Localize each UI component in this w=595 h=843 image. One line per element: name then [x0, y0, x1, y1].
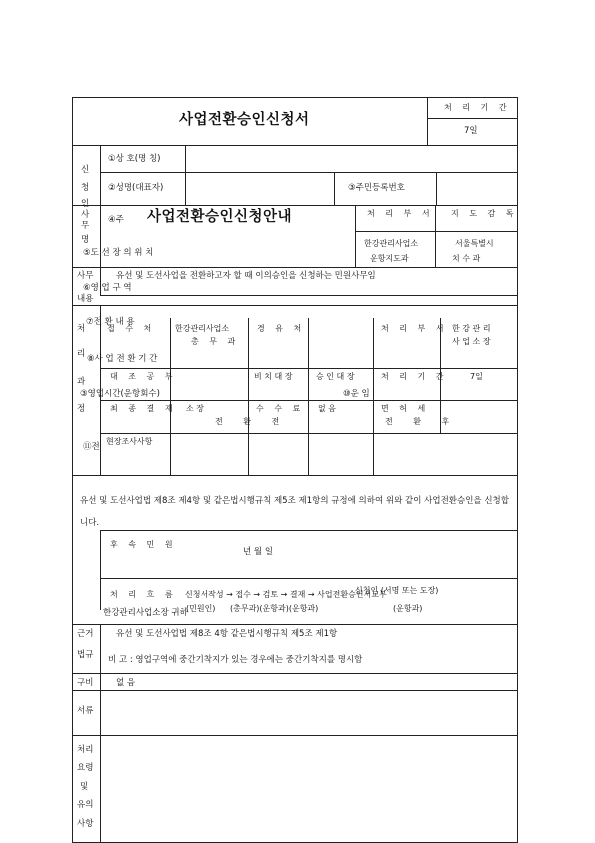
dept2-value-1: 한 강 관 리 [452, 324, 491, 333]
handling-label-4: 유의 [77, 800, 94, 810]
final-value: 소 장 [186, 404, 204, 413]
approve-ledger: 승 인 대 장 [316, 372, 355, 381]
guide-dept-value-1: 한강관리사업소 [364, 239, 419, 248]
documents-value: 없 음 [116, 678, 136, 688]
processing-period-label: 처 리 기 간 [444, 103, 511, 112]
address-label: ④주 [108, 215, 124, 225]
final-label: 최 종 결 재 [110, 404, 177, 413]
flow-sub-3: (운항과) [393, 604, 423, 613]
guide-supervision-label: 지 도 감 독 [451, 209, 518, 218]
conversion-after: 전 환 후 [385, 417, 459, 426]
legal-basis-text: 유선 및 도선사업법 제8조 4항 같은법시행규칙 제5조 제1항 [116, 629, 338, 639]
transition-period-label: ⑧사 업 전 환 기 간 [87, 354, 158, 364]
change-item-2: 리 [77, 349, 86, 359]
applicant-sign: 신청인 (서명 또는 도장) [355, 586, 439, 595]
applicant-label-2: 청 [81, 183, 90, 193]
guide-dept-value-2: 운항지도과 [370, 254, 409, 263]
period-value: 7일 [470, 372, 483, 381]
guide-supervision-value-2: 치 수 과 [452, 254, 481, 263]
change-item-1: 처 [77, 324, 86, 334]
receiving-value-2: 총 무 과 [191, 337, 240, 346]
conversion-before: 전 환 전 [215, 417, 289, 426]
change-item-3: 과 [77, 377, 86, 387]
business-label-2: 무 [81, 221, 90, 231]
fee-label: 수 수 료 [256, 404, 305, 413]
op-hours-label: ③영업시간(운항회수) [80, 389, 160, 399]
business-label-3: 명 [81, 235, 90, 245]
period-label: 처 리 기 간 [381, 372, 448, 381]
ledger-value: 비 치 대 장 [254, 372, 293, 381]
resident-no-label: ③주민등록번호 [348, 183, 405, 193]
receiving-label: 접 수 처 [107, 324, 156, 333]
business-label-1: 사 [81, 210, 90, 220]
affair-text: 유선 및 도선사업을 전환하고자 할 때 이의승인을 신청하는 민원사무임 [116, 271, 376, 281]
change-detail-label: ⑪전 [83, 442, 100, 452]
flow-sub-2: (총무과)(운항과)(운항과) [230, 604, 319, 613]
license-tax: 면 허 세 [381, 404, 430, 413]
dock-location-label: ⑤도 선 장 의 위 치 [83, 248, 154, 258]
follow-label: 후 속 민 원 [110, 540, 177, 549]
ledger-label: 대 조 공 부 [110, 372, 177, 381]
legal-basis-label-1: 근거 [77, 629, 94, 639]
form-title: 사업전환승인신청서 [179, 112, 310, 128]
guide-supervision-value-1: 서울특별시 [455, 239, 494, 248]
op-area-label: ⑥영 업 구 역 [83, 283, 132, 293]
company-name-label: ①상 호(명 칭) [108, 154, 161, 164]
handling-label-2: 요령 [77, 763, 94, 773]
recipient: 한강관리사업소장 귀하 [103, 608, 188, 618]
forms-label: 서류 [77, 706, 94, 716]
processing-period-value: 7일 [464, 126, 478, 136]
receiving-value-1: 한강관리사업소 [175, 324, 230, 333]
documents-label: 구비 [77, 678, 94, 688]
dept2-label: 처 리 부 서 [381, 324, 448, 333]
applicant-label-3: 인 [81, 199, 90, 209]
change-label: ⑦전 환 내 용 [86, 317, 135, 327]
affair-label-2: 내용 [77, 294, 94, 304]
handling-label-5: 사항 [77, 819, 94, 829]
guide-dept-label: 처 리 부 서 [367, 209, 434, 218]
applicant-label-1: 신 [81, 165, 90, 175]
flow-label: 처 리 흐 름 [110, 590, 177, 599]
legal-basis-label-2: 법규 [77, 650, 94, 660]
date-line: 년 월 일 [243, 547, 274, 557]
flow-text: 신청서작성 → 접수 → 검토 → 결재 → 사업전환승인서교부 [185, 590, 387, 599]
change-item-4: 정 [77, 404, 86, 414]
affair-label: 사무 [77, 271, 94, 281]
statement: 유선 및 도선사업법 제8조 제4항 및 같은법시행규칙 제5조 제1항의 규정에 의하여 위와 같이 사업전환승인을 신청합니다. [80, 496, 509, 528]
dept2-value-2: 사 업 소 장 [452, 337, 491, 346]
remark: 비 고 : 영업구역에 중간기착지가 있는 경우에는 중간기착지를 명시함 [108, 655, 363, 665]
representative-label: ②성명(대표자) [108, 183, 164, 193]
handling-label-1: 처리 [77, 745, 94, 755]
voyage-label: ⑩운 임 [343, 389, 370, 399]
fee-value: 없 음 [318, 404, 336, 413]
flow-sub-1: (민원인) [186, 604, 216, 613]
guide-title: 사업전환승인신청안내 [147, 209, 293, 225]
via-label: 경 유 처 [257, 324, 306, 333]
notice-label: 현장조사사항 [106, 437, 153, 446]
handling-label-3: 및 [80, 782, 89, 792]
